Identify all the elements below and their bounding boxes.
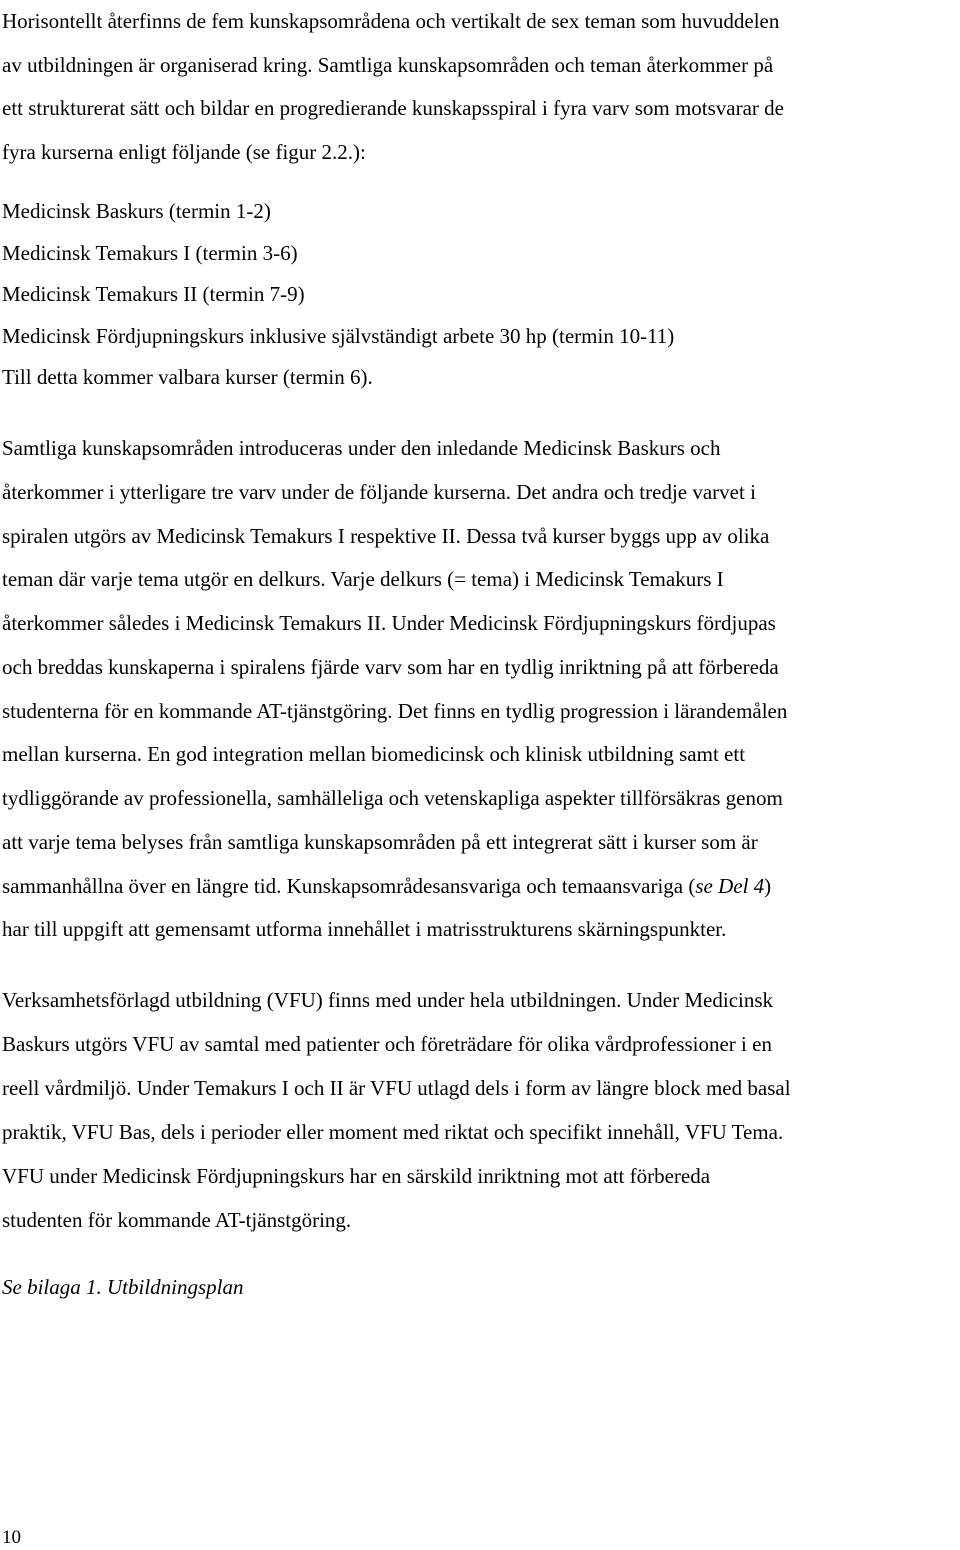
text-line: ett strukturerat sätt och bildar en progredierande kunskapsspiral i fyra varv som motsvarar de bbox=[2, 96, 784, 120]
vfu-paragraph bbox=[2, 978, 791, 1242]
text-line: praktik, VFU Bas, dels i perioder eller moment med riktat och specifikt innehåll, VFU Tema. bbox=[2, 1120, 784, 1144]
text-line: har till uppgift att gemensamt utforma innehållet i matrisstrukturens skärningspunkter. bbox=[2, 917, 727, 942]
course-list-item: Medicinsk Fördjupningskurs inklusive självständigt arbete 30 hp (termin 10-11) bbox=[2, 323, 675, 348]
cross-reference: se Del 4 bbox=[695, 873, 765, 898]
text-line: studenten för kommande AT-tjänstgöring. bbox=[2, 1208, 352, 1232]
text-line: spiralen utgörs av Medicinsk Temakurs I respektive II. Dessa två kurser byggs upp av olika bbox=[2, 523, 770, 548]
course-list-item: Till detta kommer valbara kurser (termin 6). bbox=[2, 365, 373, 390]
text-line: reell vårdmiljö. Under Temakurs I och II är VFU utlagd dels i form av längre block med basal bbox=[2, 1076, 791, 1100]
text-line: fyra kurserna enligt följande (se figur 2.2.): bbox=[2, 139, 366, 164]
text-line: VFU under Medicinsk Fördjupningskurs har en särskild inriktning mot att förbereda bbox=[2, 1164, 711, 1188]
text-line bbox=[2, 865, 787, 909]
text-line: studenterna för en kommande AT-tjänstgöring. Det finns en tydlig progression i lärandemålen bbox=[2, 698, 788, 723]
appendix-reference: Se bilaga 1. Utbildningsplan bbox=[2, 1275, 244, 1299]
text-line: teman där varje tema utgör en delkurs. Varje delkurs (= tema) i Medicinsk Temakurs I bbox=[2, 567, 724, 592]
course-list-item: Medicinsk Baskurs (termin 1-2) bbox=[2, 199, 271, 223]
text-line: och breddas kunskaperna i spiralens fjärde varv som har en tydlig inriktning på att förbereda bbox=[2, 654, 779, 679]
text-line: tydliggörande av professionella, samhälleliga och vetenskapliga aspekter tillförsäkras genom bbox=[2, 786, 783, 810]
text-line: Samtliga kunskapsområden introduceras under den inledande Medicinsk Baskurs och bbox=[2, 436, 721, 460]
text-line: Horisontellt återfinns de fem kunskapsområdena och vertikalt de sex teman som huvuddelen bbox=[2, 9, 780, 33]
text-line: återkommer i ytterligare tre varv under de följande kurserna. Det andra och tredje varvet i bbox=[2, 479, 756, 504]
text-line: att varje tema belyses från samtliga kunskapsområden på ett integrerat sätt i kurser som är bbox=[2, 829, 758, 854]
course-list-item: Medicinsk Temakurs II (termin 7-9) bbox=[2, 282, 305, 307]
text-line: Baskurs utgörs VFU av samtal med patienter och företrädare för olika vårdprofessioner i en bbox=[2, 1032, 772, 1056]
text-line: mellan kurserna. En god integration mellan biomedicinsk och klinisk utbildning samt ett bbox=[2, 742, 746, 767]
text-segment: sammanhållna över en längre tid. Kunskapsområdesansvariga och temaansvariga ( bbox=[2, 873, 696, 898]
text-line: Verksamhetsförlagd utbildning (VFU) finns med under hela utbildningen. Under Medicinsk bbox=[2, 988, 774, 1012]
body-paragraph bbox=[2, 427, 787, 952]
course-list-item: Medicinsk Temakurs I (termin 3-6) bbox=[2, 240, 298, 265]
text-line: av utbildningen är organiserad kring. Samtliga kunskapsområden och teman återkommer på bbox=[2, 52, 774, 77]
intro-paragraph bbox=[2, 0, 784, 174]
text-segment: ) bbox=[764, 873, 772, 898]
page-number: 10 bbox=[2, 1527, 21, 1548]
course-list bbox=[2, 191, 674, 399]
text-line: återkommer således i Medicinsk Temakurs II. Under Medicinsk Fördjupningskurs fördjupas bbox=[2, 611, 776, 635]
